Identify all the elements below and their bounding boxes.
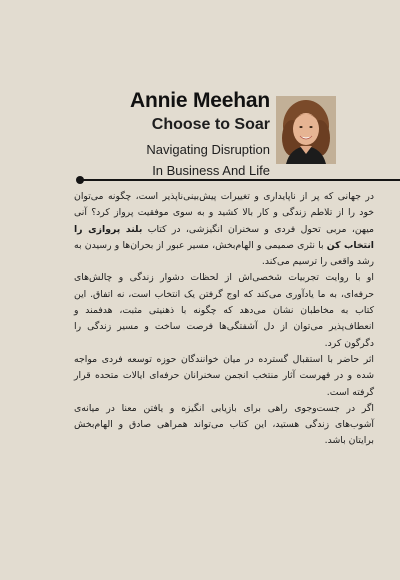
description-p1-text: در جهانی که پر از ناپایداری و تغییرات پیش‌بینی‌ناپذیر است، چگونه می‌توان خود را از تلاطم زندگی و کار بالا کشید و به سوی موفقیت پرواز کرد؟ آنی میهن، مربی تحول فردی و سخنران انگیزشی، در کتاب <box>74 191 375 235</box>
book-title: Choose to Soar <box>151 116 270 133</box>
description-paragraph-4: اگر در جست‌وجوی راهی برای بازیابی انگیزه و یافتن معنا در میانه‌ی آشوب‌های زندگی هستید، این کتاب می‌تواند همراهی صادق و الهام‌بخش برایتان باشد. <box>74 402 374 447</box>
book-description <box>74 189 374 450</box>
description-paragraph-3: اثر حاضر با استقبال گسترده در میان خوانندگان حوزه توسعه فردی مواجه شده و در فهرست آثار منتخب انجمن سخنرانان حرفه‌ای ایالات متحده قرار گرفته است. <box>74 353 374 398</box>
title-block <box>20 90 270 180</box>
book-subtitle <box>20 141 270 180</box>
author-photo <box>276 96 336 164</box>
divider-rule <box>80 179 400 181</box>
section-divider <box>76 176 400 184</box>
subtitle-line-2: In Business And Life <box>152 163 270 178</box>
description-paragraph-2: او با روایت تجربیات شخصی‌اش از لحظات دشوار زندگی و چالش‌های حرفه‌ای، به ما یادآوری می‌کند که اوج گرفتن یک انتخاب است، نه اتفاق. این کتاب به مخاطبان نشان می‌دهد که چگونه با ذهنیتی مثبت، هدفمند و انعطاف‌پذیر می‌توان از دل آشفتگی‌ها فرصت ساخت و مسیر زندگی را دگرگون کرد. <box>74 272 374 349</box>
description-p1-text-end: با نثری صمیمی و الهام‌بخش، مسیر عبور از بحران‌ها و رسیدن به رشد واقعی را ترسیم می‌کند. <box>74 239 374 268</box>
author-name: Annie Meehan <box>130 89 270 112</box>
author-portrait-icon <box>276 96 336 164</box>
description-bold-title: بلند پروازی را انتخاب کن <box>74 223 374 251</box>
description-paragraph-1 <box>74 189 374 270</box>
subtitle-line-1: Navigating Disruption <box>146 142 270 157</box>
